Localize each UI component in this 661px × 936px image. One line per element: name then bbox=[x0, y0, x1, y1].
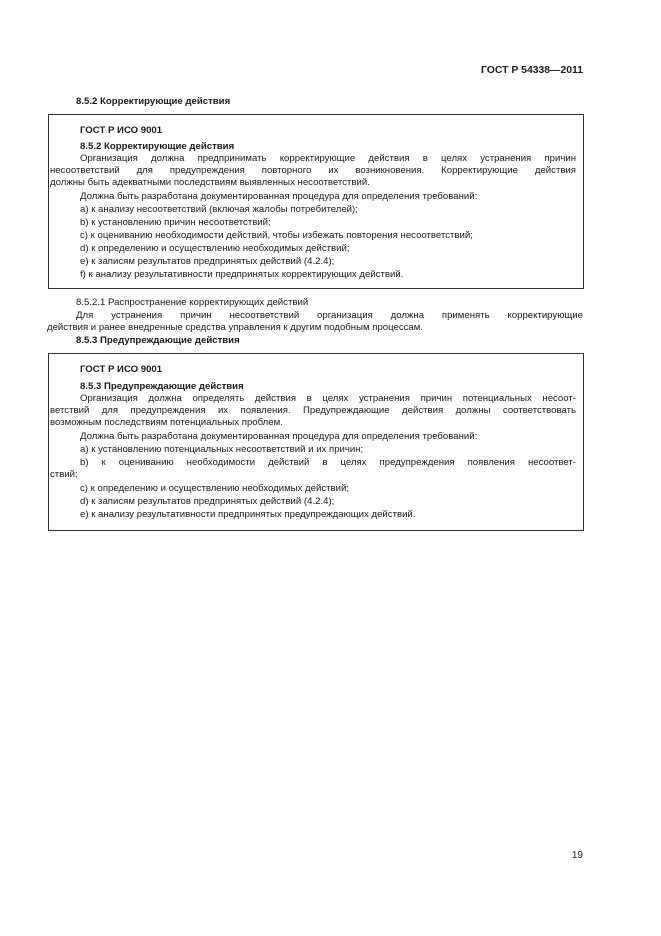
box-paragraph-line: несоответствий для предупреждения повторного их возникновения. Корректирующие действия bbox=[50, 165, 576, 176]
document-id: ГОСТ Р 54338—2011 bbox=[481, 65, 583, 76]
list-item: a) к анализу несоответствий (включая жалобы потребителей); bbox=[80, 204, 358, 215]
paragraph-line: действия и ранее внедренные средства управления к другим подобным процессам. bbox=[47, 322, 424, 333]
list-item: a) к установлению потенциальных несоответствий и их причин; bbox=[80, 444, 364, 455]
section-heading: 8.5.2 Корректирующие действия bbox=[76, 96, 231, 107]
box-paragraph-line: Организация должна предпринимать корректирующие действия в целях устранения причин bbox=[80, 153, 576, 164]
section-heading: 8.5.3 Предупреждающие действия bbox=[76, 335, 240, 346]
box-paragraph: Должна быть разработана документированная процедура для определения требований: bbox=[80, 431, 478, 442]
list-item-continuation: ствий; bbox=[50, 469, 78, 480]
box-paragraph-line: ветствий для предупреждения их появления. Предупреждающие действия должны соответствовать bbox=[50, 405, 576, 416]
box-standard-label: ГОСТ Р ИСО 9001 bbox=[80, 125, 163, 136]
box-subtitle: 8.5.2 Корректирующие действия bbox=[80, 141, 235, 152]
list-item: b) к установлению причин несоответствий; bbox=[80, 217, 271, 228]
box-paragraph-line: возможным последствиям потенциальных проблем. bbox=[50, 417, 283, 428]
list-item: d) к записям результатов предпринятых действий (4.2.4); bbox=[80, 496, 335, 507]
paragraph-line: Для устранения причин несоответствий организация должна применять корректирующие bbox=[76, 310, 583, 321]
box-standard-label: ГОСТ Р ИСО 9001 bbox=[80, 364, 163, 375]
quote-box-iso-853 bbox=[48, 353, 584, 531]
box-paragraph-line: должны быть адекватными последствиям выявленных несоответствий. bbox=[50, 177, 370, 188]
list-item: e) к записям результатов предпринятых действий (4.2.4); bbox=[80, 256, 335, 267]
list-item: d) к определению и осуществлению необходимых действий; bbox=[80, 243, 350, 254]
list-item: b) к оцениванию необходимости действий в целях предупреждения появления несоответ- bbox=[80, 457, 576, 468]
page-number: 19 bbox=[571, 850, 583, 861]
box-paragraph: Должна быть разработана документированная процедура для определения требований: bbox=[80, 191, 478, 202]
box-subtitle: 8.5.3 Предупреждающие действия bbox=[80, 381, 244, 392]
list-item: e) к анализу результативности предпринятых предупреждающих действий. bbox=[80, 509, 416, 520]
list-item: c) к определению и осуществлению необходимых действий; bbox=[80, 483, 350, 494]
quote-box-iso-852 bbox=[48, 114, 584, 289]
box-paragraph-line: Организация должна определять действия в целях устранения причин потенциальных несоот- bbox=[80, 393, 576, 404]
subsection-heading: 8.5.2.1 Распространение корректирующих действий bbox=[76, 297, 309, 308]
list-item: c) к оцениванию необходимости действий, чтобы избежать повторения несоответствий; bbox=[80, 230, 473, 241]
list-item: f) к анализу результативности предпринятых корректирующих действий. bbox=[80, 269, 404, 280]
